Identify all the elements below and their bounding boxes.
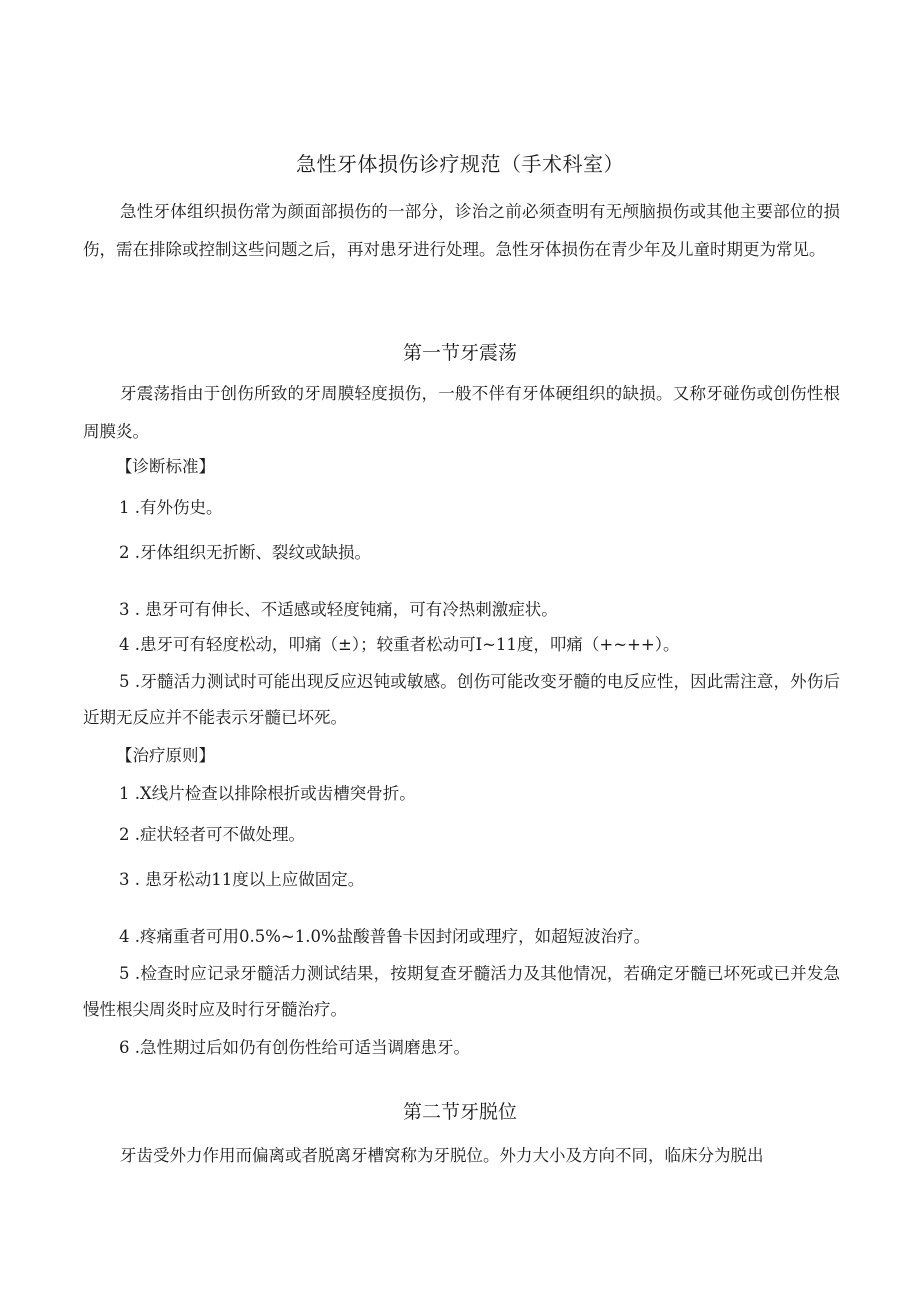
treatment-item-5: 5 .检查时应记录牙髓活力测试结果，按期复查牙髓活力及其他情况，若确定牙髓已坏死或已并发急慢性根尖周炎时应及时行牙髓治疗。	[83, 964, 840, 1019]
diagnosis-heading: 【诊断标准】	[116, 457, 215, 476]
diagnosis-item-3: 3 . 患牙可有伸长、不适感或轻度钝痛，可有冷热刺激症状。	[119, 600, 558, 619]
diagnosis-item-1: 1 .有外伤史。	[119, 498, 223, 517]
treatment-item-3: 3 . 患牙松动11度以上应做固定。	[119, 870, 365, 889]
diagnosis-item-4: 4 .患牙可有轻度松动，叩痛（±）；较重者松动可I~11度，叩痛（+~++）。	[119, 635, 680, 654]
diagnosis-item-5: 5 .牙髓活力测试时可能出现反应迟钝或敏感。创伤可能改变牙髓的电反应性，因此需注意，外伤后近期无反应并不能表示牙髓已坏死。	[83, 672, 840, 727]
treatment-item-6: 6 .急性期过后如仍有创伤性给可适当调磨患牙。	[119, 1038, 470, 1057]
treatment-item-4: 4 .疼痛重者可用0.5%~1.0%盐酸普鲁卡因封闭或理疗，如超短波治疗。	[119, 927, 651, 946]
section-heading-2: 第二节牙脱位	[402, 1101, 517, 1123]
treatment-item-1: 1 .X线片检查以排除根折或齿槽突骨折。	[119, 784, 416, 803]
treatment-heading: 【治疗原则】	[116, 746, 215, 765]
section1-definition: 牙震荡指由于创伤所致的牙周膜轻度损伤，一般不伴有牙体硬组织的缺损。又称牙碰伤或创伤性根周膜炎。	[83, 384, 840, 441]
intro-paragraph: 急性牙体组织损伤常为颜面部损伤的一部分，诊治之前必须查明有无颅脑损伤或其他主要部位的损伤，需在排除或控制这些问题之后，再对患牙进行处理。急性牙体损伤在青少年及儿童时期更为常见。	[83, 202, 840, 259]
section2-definition: 牙齿受外力作用而偏离或者脱离牙槽窝称为牙脱位。外力大小及方向不同，临床分为脱出	[120, 1146, 764, 1165]
document-title: 急性牙体损伤诊疗规范（手术科室）	[296, 152, 624, 176]
section-heading-1: 第一节牙震荡	[402, 342, 517, 364]
treatment-item-2: 2 .症状轻者可不做处理。	[119, 825, 305, 844]
diagnosis-item-2: 2 .牙体组织无折断、裂纹或缺损。	[119, 543, 371, 562]
